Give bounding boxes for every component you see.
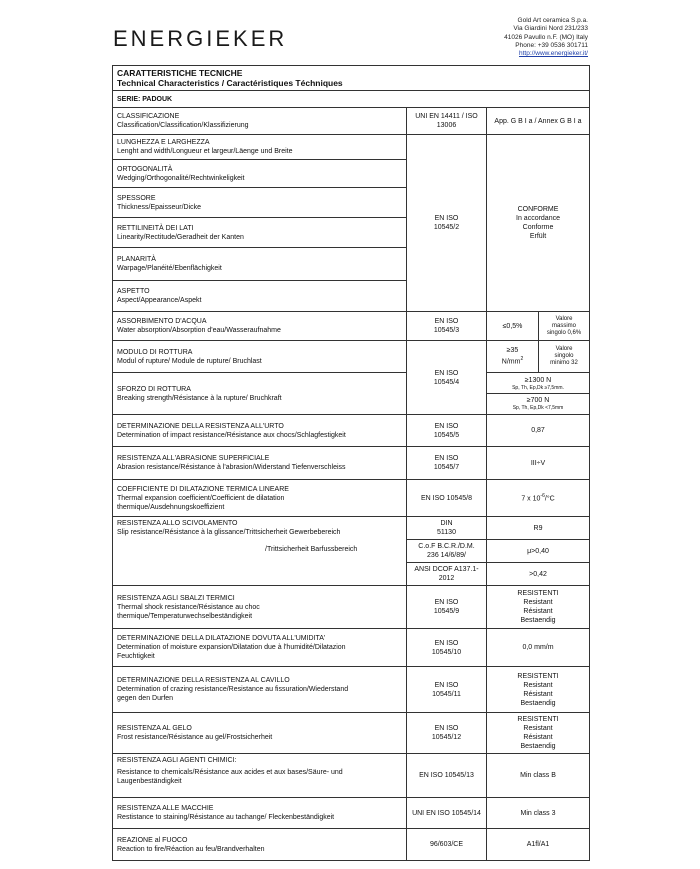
breaking-strength-label: SFORZO DI ROTTURA Breaking strength/Résistance à la rupture/ Bruchkraft	[113, 373, 407, 415]
aspect-label: ASPETTO Aspect/Appearance/Aspekt	[113, 281, 407, 312]
impact-label: DETERMINAZIONE DELLA RESISTENZA ALL'URTO Determination of impact resistance/Résistance aux chocs/Schlagfestigkeit	[113, 415, 407, 447]
orthogonality-label: ORTOGONALITÀ Wedging/Orthogonalité/Rechtwinkeligkeit	[113, 160, 407, 188]
fire-reaction-label: REAZIONE al FUOCO Reaction to fire/Réaction au feu/Brandverhalten	[113, 829, 407, 861]
thermal-shock-norm: EN ISO 10545/9	[407, 586, 487, 629]
classification-norm: UNI EN 14411 / ISO 13006	[407, 108, 487, 135]
rupture-modulus-value: ≥35 $N/mm^2$	[487, 341, 539, 373]
thermal-shock-label: RESISTENZA AGLI SBALZI TERMICI Thermal shock resistance/Résistance au choc thermique/Temperaturwechselbeständigkeit	[113, 586, 407, 629]
classification-label: CLASSIFICAZIONE Classification/Classification/Klassifizierung	[113, 108, 407, 135]
rupture-norm: EN ISO 10545/4	[407, 341, 487, 415]
absorption-norm: EN ISO 10545/3	[407, 312, 487, 341]
crazing-label: DETERMINAZIONE DELLA RESISTENZA AL CAVILLO Determination of crazing resistance/Resistance au fissuration/Wiederstand gegen den Durfen	[113, 667, 407, 713]
slip-din-norm: DIN 51130	[407, 517, 487, 540]
thermal-expansion-norm: EN ISO 10545/8	[407, 480, 487, 517]
slip-ansi-norm: ANSI DCOF A137.1- 2012	[407, 563, 487, 586]
warpage-label: PLANARITÀ Warpage/Planéité/Ebenflächigkeit	[113, 248, 407, 281]
length-width-label: LUNGHEZZA E LARGHEZZA Lenght and width/Longueur et largeur/Läenge und Breite	[113, 135, 407, 160]
thickness-label: SPESSORE Thickness/Epaisseur/Dicke	[113, 188, 407, 218]
fire-reaction-norm: 96/603/CE	[407, 829, 487, 861]
staining-label: RESISTENZA ALLE MACCHIE Restistance to staining/Résistance au tachange/ Fleckenbeständigkeit	[113, 798, 407, 829]
slip-cof-value: μ>0,40	[487, 540, 590, 563]
absorption-value: ≤0,5%	[487, 312, 539, 341]
abrasion-norm: EN ISO 10545/7	[407, 447, 487, 480]
thermal-expansion-value: 7 x $10^{-6}/^\circ C$	[487, 480, 590, 517]
slip-ansi-value: >0,42	[487, 563, 590, 586]
frost-value: RESISTENTI Resistant Résistant Bestaendig	[487, 713, 590, 754]
fire-reaction-value: A1fl/A1	[487, 829, 590, 861]
absorption-note: Valore massimo singolo 0,6%	[539, 312, 590, 341]
classification-value: App. G B I a / Annex G B I a	[487, 108, 590, 135]
company-website-link[interactable]: http://www.energieker.it/	[518, 50, 588, 58]
tech-spec-table	[112, 65, 590, 861]
breaking-strength-values: ≥1300 N Sp, Th, Ep,Dk ≥7,5mm. ≥700 N Sp, Th, Ep,Dk <7,5mm	[487, 373, 590, 415]
series-name: SERIE: PADOUK	[113, 91, 590, 108]
crazing-value: RESISTENTI Resistant Résistant Bestaendig	[487, 667, 590, 713]
rupture-modulus-note: Valore singolo minimo 32	[539, 341, 590, 373]
dimensional-value: CONFORME In accordance Conforme Erfült	[487, 135, 590, 312]
company-line: Gold Art ceramica S.p.a.	[517, 17, 588, 24]
frost-label: RESISTENZA AL GELO Frost resistance/Résistance au gel/Frostsicherheit	[113, 713, 407, 754]
company-info	[504, 17, 588, 58]
chemicals-value: Min class B	[487, 754, 590, 798]
staining-norm: UNI EN ISO 10545/14	[407, 798, 487, 829]
thermal-shock-value: RESISTENTI Resistant Résistant Bestaendig	[487, 586, 590, 629]
chemicals-label: RESISTENZA AGLI AGENTI CHIMICI: Resistance to chemicals/Résistance aux acides et aux bases/Säure- und Laugenbeständigkeit	[113, 754, 407, 798]
dimensional-norm: EN ISO 10545/2	[407, 135, 487, 312]
absorption-label: ASSORBIMENTO D'ACQUA Water absorption/Absorption d'eau/Wasseraufnahme	[113, 312, 407, 341]
abrasion-value: III÷V	[487, 447, 590, 480]
slip-cof-norm: C.o.F B.C.R./D.M. 236 14/6/89/	[407, 540, 487, 563]
impact-value: 0,87	[487, 415, 590, 447]
staining-value: Min class 3	[487, 798, 590, 829]
abrasion-label: RESISTENZA ALL'ABRASIONE SUPERFICIALE Abrasion resistance/Résistance à l'abrasion/Widerstand Tiefenverschleiss	[113, 447, 407, 480]
company-line: Phone: +39 0536 301711	[515, 41, 588, 49]
company-line: 41026 Pavullo n.F. (MO) Italy	[504, 33, 588, 41]
rupture-modulus-label: MODULO DI ROTTURA Modul of rupture/ Module de rupture/ Bruchlast	[113, 341, 407, 373]
moisture-expansion-norm: EN ISO 10545/10	[407, 629, 487, 667]
company-line: Via Giardini Nord 231/233	[513, 25, 588, 33]
linearity-label: RETTILINEITÀ DEI LATI Linearity/Rectitude/Geradheit der Kanten	[113, 218, 407, 248]
thermal-expansion-label: COEFFICIENTE DI DILATAZIONE TERMICA LINEARE Thermal expansion coefficient/Coefficient de dilatation thermique/Ausdehnungskoeffizient	[113, 480, 407, 517]
slip-din-value: R9	[487, 517, 590, 540]
impact-norm: EN ISO 10545/5	[407, 415, 487, 447]
brand-logo: ENERGIEKER	[113, 26, 288, 51]
chemicals-norm: EN ISO 10545/13	[407, 754, 487, 798]
table-title: CARATTERISTICHE TECNICHE Technical Characteristics / Caractéristiques Téchniques	[113, 66, 590, 91]
crazing-norm: EN ISO 10545/11	[407, 667, 487, 713]
frost-norm: EN ISO 10545/12	[407, 713, 487, 754]
moisture-expansion-label: DETERMINAZIONE DELLA DILATAZIONE DOVUTA ALL'UMIDITA' Determination of moisture expansion/Dilatation due à l'humidité/Dilatazion Feuchtigkeit	[113, 629, 407, 667]
slip-label: RESISTENZA ALLO SCIVOLAMENTO Slip resistance/Résistance à la glissance/Trittsicherheit Gewerbebereich /Trittsicherheit Barfussbereich	[113, 517, 407, 586]
moisture-expansion-value: 0,0 mm/m	[487, 629, 590, 667]
